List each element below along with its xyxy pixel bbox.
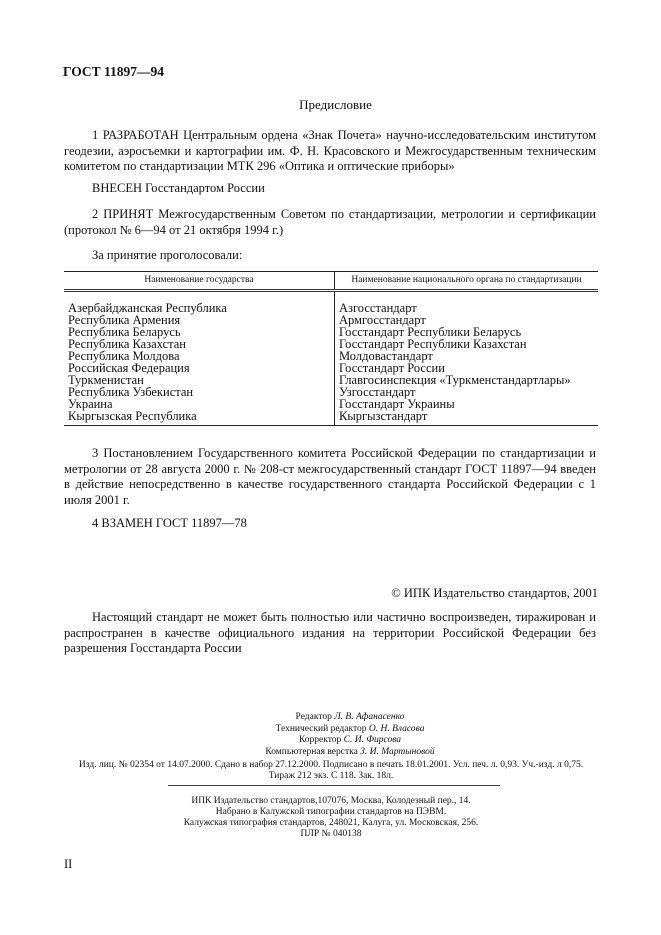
paragraph-replaces: 4 ВЗАМЕН ГОСТ 11897—78 [92,516,247,530]
state-cell: Республика Армения [64,314,335,326]
standard-id: ГОСТ 11897—94 [63,64,165,79]
credit-tech-editor [200,724,500,736]
credits-block [200,712,500,758]
body-cell: Кыргызстандарт [339,409,428,423]
publisher-block [64,796,598,840]
body-cell: Главгосинспекция «Туркменстандартлары» [339,373,571,387]
publisher-line: Набрано в Калужской типографии стандартов на ПЭВМ. [215,807,447,817]
body-cell: Азгосстандарт [339,301,417,315]
body-cell: Госстандарт Республики Беларусь [339,325,522,339]
header-state-name: Наименование государства [64,272,335,291]
reproduction-notice: Настоящий стандарт не может быть полностью или частично воспроизведен, тиражирован и распространен в качестве официального издания на территории Российской Федерации без разрешения Госстандарта России [64,610,596,655]
section-heading: Предисловие [299,97,372,112]
table-row [64,291,598,315]
paragraph-decree: 3 Постановлением Государственного комитета Российской Федерации по стандартизации и метрологии от 28 августа 2000 г. № 208-ст межгосударственный стандарт ГОСТ 11897—94 введен в действие непосредственно в качестве государственного стандарта Российской Федерации с 1 июля 2001 г. [64,446,596,507]
divider [168,785,500,786]
publisher-line: Калужская типография стандартов, 248021, Калуга, ул. Московская, 256. [183,818,479,828]
state-cell: Республика Казахстан [64,338,335,350]
page-number: II [64,857,73,871]
print-line: Тираж 212 экз. С 118. Зак. 18л. [268,771,394,781]
paragraph-adopted: 2 ПРИНЯТ Межгосударственным Советом по стандартизации, метрологии и сертификации (протокол № 6—94 от 21 октября 1994 г.) [64,207,596,237]
body-cell: Госстандарт Украины [339,397,455,411]
voted-intro: За принятие проголосовали: [92,248,243,262]
copyright-line: © ИПК Издательство стандартов, 2001 [391,586,598,600]
body-cell: Армгосстандарт [339,313,426,327]
credit-person: О. Н. Власова [368,723,425,734]
voting-table [64,271,598,426]
print-details [64,760,598,782]
state-cell: Азербайджанская Республика [64,291,335,315]
state-cell: Республика Узбекистан [64,386,335,398]
credit-label: Компьютерная верстка [265,746,358,757]
paragraph-developed: 1 РАЗРАБОТАН Центральным ордена «Знак Почета» научно-исследовательским институтом геодезии, аэросъемки и картографии им. Ф. Н. Красовского и Межгосударственным техническим комитетом по стандартизации МТК 296 «Оптика и оптические приборы» [64,128,596,173]
table-row [64,386,598,398]
print-line: Изд. лиц. № 02354 от 14.07.2000. Сдано в набор 27.12.2000. Подписано в печать 18.01.2001. Усл. печ. л. 0,93. Уч.-изд. л 0,75. [78,760,584,770]
state-cell: Украина [64,398,335,410]
publisher-line: ИПК Издательство стандартов,107076, Москва, Колодезный пер., 14. [191,796,471,806]
state-cell: Республика Молдова [64,350,335,362]
body-cell: Госстандарт России [339,361,445,375]
state-cell: Кыргызская Республика [64,410,335,426]
state-cell: Российская Федерация [64,362,335,374]
credit-layout [200,747,500,759]
table-row [64,410,598,426]
credit-person: Л. В. Афанасенко [334,712,405,722]
body-cell: Госстандарт Республики Казахстан [339,337,527,351]
credit-editor [200,712,500,724]
credit-label: Редактор [295,712,332,722]
state-cell: Республика Беларусь [64,326,335,338]
paragraph-introduced: ВНЕСЕН Госстандартом России [92,181,265,195]
header-national-body: Наименование национального органа по стандартизации [351,275,582,285]
publisher-line: ПЛР № 040138 [300,829,362,839]
body-cell: Узгосстандарт [339,385,416,399]
body-cell: Молдовастандарт [339,349,433,363]
credit-person: З. И. Мартыновой [360,746,435,757]
state-cell: Туркменистан [64,374,335,386]
credit-person: С. И. Фирсова [343,735,402,745]
table-header-row [64,272,598,291]
credit-label: Корректор [298,735,342,745]
credit-proofreader [200,735,500,747]
credit-label: Технический редактор [275,723,367,734]
